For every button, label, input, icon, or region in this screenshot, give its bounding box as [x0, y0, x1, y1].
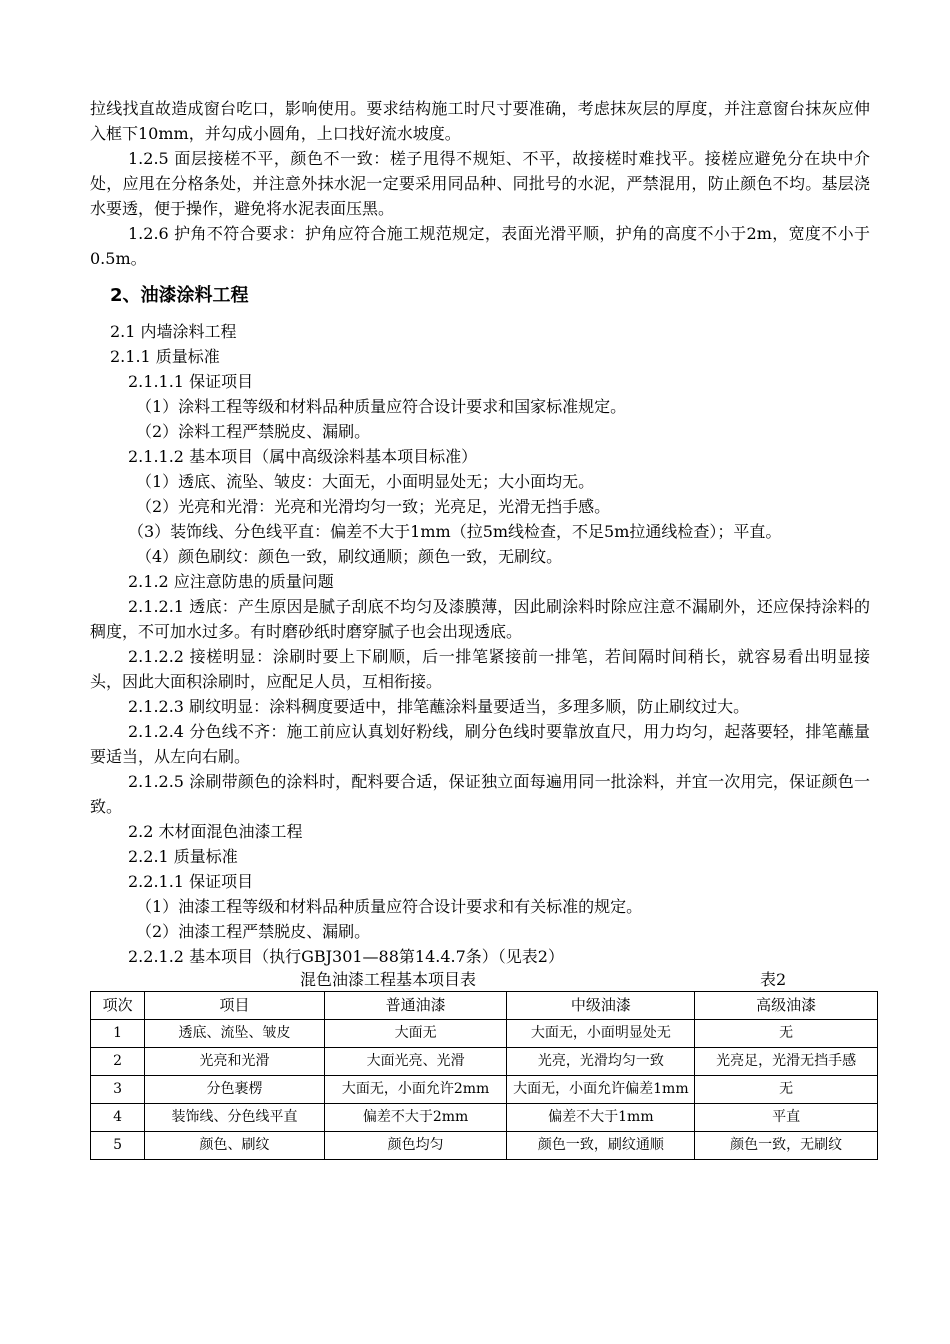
table-number: 表2	[760, 970, 787, 989]
paragraph: 2.1.1 质量标准	[110, 347, 220, 366]
table-row	[91, 1132, 878, 1160]
paragraph: 2.1.1.2 基本项目（属中高级涂料基本项目标准）	[128, 447, 478, 466]
paragraph: （1）涂料工程等级和材料品种质量应符合设计要求和国家标准规定。	[136, 397, 627, 416]
paragraph: 1.2.5 面层接槎不平，颜色不一致：槎子甩得不规矩、不平，故接槎时难找平。接槎应避免分在块中介处，应甩在分格条处，并注意外抹水泥一定要采用同品种、同批号的水泥，严禁混用，防止颜色不均。基层浇水要透，便于操作，避免将水泥表面压黑。	[90, 149, 870, 218]
table-body	[91, 1020, 878, 1160]
table-cell: 大面无，小面明显处无	[507, 1020, 695, 1048]
paint-quality-table	[90, 991, 878, 1160]
table-cell: 无	[695, 1020, 878, 1048]
table-cell: 大面无	[324, 1020, 507, 1048]
paragraph: 2.1.1.1 保证项目	[128, 372, 254, 391]
column-header: 普通油漆	[324, 992, 507, 1020]
table-caption	[90, 969, 870, 991]
table-title: 混色油漆工程基本项目表	[300, 970, 477, 989]
paragraph: 2.1 内墙涂料工程	[110, 322, 237, 341]
table-cell: 无	[695, 1076, 878, 1104]
table-cell: 光亮，光滑均匀一致	[507, 1048, 695, 1076]
table-cell: 大面无，小面允许偏差1mm	[507, 1076, 695, 1104]
paragraph: 1.2.6 护角不符合要求：护角应符合施工规范规定，表面光滑平顺，护角的高度不小于2m，宽度不小于0.5m。	[90, 224, 870, 268]
paragraph: （2）光亮和光滑：光亮和光滑均匀一致；光亮足，光滑无挡手感。	[136, 497, 611, 516]
table-cell: 5	[91, 1132, 145, 1160]
table-cell: 颜色一致，无刷纹	[695, 1132, 878, 1160]
table-row	[91, 1104, 878, 1132]
column-header: 高级油漆	[695, 992, 878, 1020]
paragraph: 2.2.1.2 基本项目（执行GBJ301—88第14.4.7条）（见表2）	[128, 947, 564, 966]
paragraph: 2.2.1 质量标准	[128, 847, 238, 866]
paragraph: 2.1.2.4 分色线不齐：施工前应认真划好粉线，刷分色线时要靠放直尺，用力均匀，起落要轻，排笔蘸量要适当，从左向右刷。	[90, 722, 870, 766]
table-cell: 4	[91, 1104, 145, 1132]
column-header: 中级油漆	[507, 992, 695, 1020]
paragraph: 2.1.2.2 接槎明显：涂刷时要上下刷顺，后一排笔紧接前一排笔，若间隔时间稍长，就容易看出明显接头，因此大面积涂刷时，应配足人员，互相衔接。	[90, 647, 870, 691]
table-cell: 3	[91, 1076, 145, 1104]
paragraph: 2.1.2 应注意防患的质量问题	[128, 572, 334, 591]
section-heading: 2、油漆涂料工程	[110, 285, 249, 306]
table-row	[91, 1048, 878, 1076]
table-cell: 大面光亮、光滑	[324, 1048, 507, 1076]
column-header: 项次	[91, 992, 145, 1020]
paragraph: （4）颜色刷纹：颜色一致，刷纹通顺；颜色一致，无刷纹。	[136, 547, 563, 566]
paragraph: 2.1.2.1 透底：产生原因是腻子刮底不均匀及漆膜薄，因此刷涂料时除应注意不漏刷外，还应保持涂料的稠度，不可加水过多。有时磨砂纸时磨穿腻子也会出现透底。	[90, 597, 870, 641]
table-cell: 光亮和光滑	[145, 1048, 325, 1076]
paragraph: （2）涂料工程严禁脱皮、漏刷。	[136, 422, 371, 441]
document-body	[90, 96, 870, 1160]
table-cell: 分色裹楞	[145, 1076, 325, 1104]
table-cell: 透底、流坠、皱皮	[145, 1020, 325, 1048]
paragraphs	[90, 96, 870, 969]
paragraph: （2）油漆工程严禁脱皮、漏刷。	[136, 922, 371, 941]
table-cell: 偏差不大于1mm	[507, 1104, 695, 1132]
paragraph: （3）装饰线、分色线平直：偏差不大于1mm（拉5m线检查，不足5m拉通线检查）；平直。	[128, 522, 782, 541]
paragraph: （1）透底、流坠、皱皮：大面无，小面明显处无；大小面均无。	[136, 472, 595, 491]
paragraph: 2.2.1.1 保证项目	[128, 872, 254, 891]
table-cell: 2	[91, 1048, 145, 1076]
paragraph: 拉线找直故造成窗台吃口，影响使用。要求结构施工时尺寸要准确，考虑抹灰层的厚度，并注意窗台抹灰应伸入框下10mm，并勾成小圆角，上口找好流水坡度。	[90, 99, 870, 143]
paragraph: 2.1.2.5 涂刷带颜色的涂料时，配料要合适，保证独立面每遍用同一批涂料，并宜一次用完，保证颜色一致。	[90, 772, 870, 816]
table-cell: 1	[91, 1020, 145, 1048]
table-cell: 光亮足，光滑无挡手感	[695, 1048, 878, 1076]
paragraph: 2.1.2.3 刷纹明显：涂料稠度要适中，排笔蘸涂料量要适当，多理多顺，防止刷纹过大。	[128, 697, 750, 716]
table-cell: 平直	[695, 1104, 878, 1132]
table-cell: 颜色一致，刷纹通顺	[507, 1132, 695, 1160]
table-row	[91, 1020, 878, 1048]
table-cell: 装饰线、分色线平直	[145, 1104, 325, 1132]
paragraph: （1）油漆工程等级和材料品种质量应符合设计要求和有关标准的规定。	[136, 897, 643, 916]
paragraph: 2.2 木材面混色油漆工程	[128, 822, 303, 841]
table-cell: 偏差不大于2mm	[324, 1104, 507, 1132]
table-cell: 大面无，小面允许2mm	[324, 1076, 507, 1104]
table-row	[91, 1076, 878, 1104]
table-cell: 颜色均匀	[324, 1132, 507, 1160]
column-header: 项目	[145, 992, 325, 1020]
table-header-row	[91, 992, 878, 1020]
table-cell: 颜色、刷纹	[145, 1132, 325, 1160]
